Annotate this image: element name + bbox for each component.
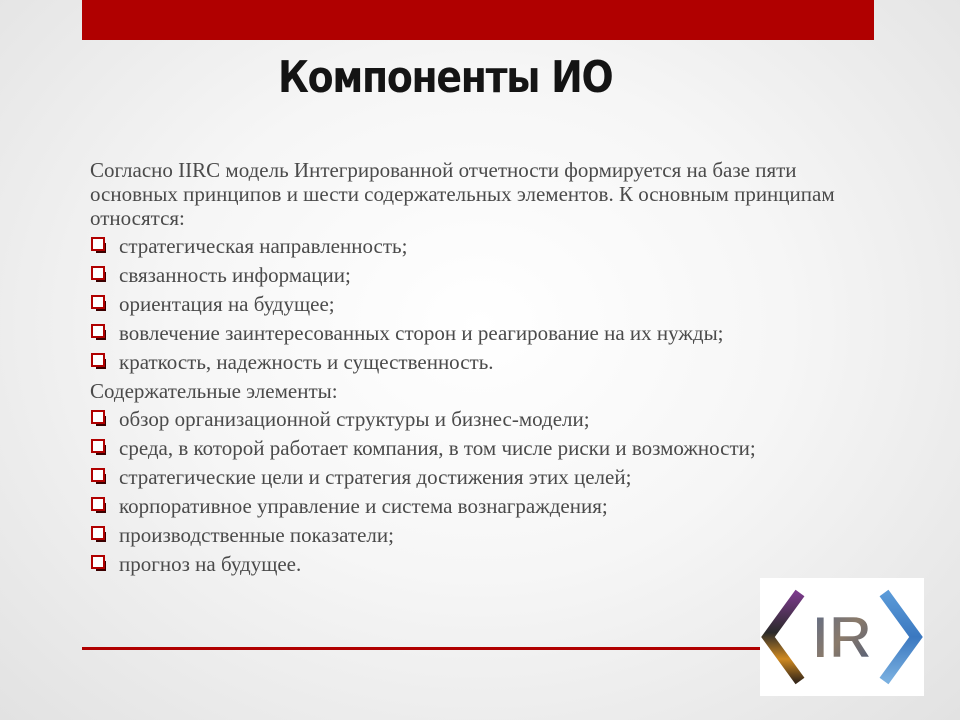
checkbox-icon [91, 295, 107, 312]
list-item-text: среда, в которой работает компания, в том числе риски и возможности; [119, 436, 756, 460]
slide-body [90, 158, 870, 581]
list-item-text: стратегическая направленность; [119, 234, 408, 258]
ir-logo-icon [760, 578, 924, 696]
list-item [90, 494, 870, 518]
checkbox-icon [91, 410, 107, 427]
checkbox-icon [91, 468, 107, 485]
list-item-text: связанность информации; [119, 263, 351, 287]
list-item [90, 321, 870, 345]
top-accent-bar [82, 0, 874, 40]
intro-paragraph: Согласно IIRC модель Интегрированной отчетности формируется на базе пяти основных принципов и шести содержательных элементов. К основным принципам относятся: [90, 158, 835, 230]
checkbox-icon [91, 439, 107, 456]
principles-list [90, 234, 870, 374]
checkbox-icon [91, 324, 107, 341]
list-item [90, 523, 870, 547]
list-item-text: прогноз на будущее. [119, 552, 302, 576]
list-item [90, 465, 870, 489]
checkbox-icon [91, 266, 107, 283]
list-item [90, 436, 870, 460]
list-item [90, 292, 870, 316]
list-item-text: производственные показатели; [119, 523, 394, 547]
list-item-text: обзор организационной структуры и бизнес-модели; [119, 407, 590, 431]
elements-list [90, 407, 870, 576]
list-item [90, 407, 870, 431]
elements-heading: Содержательные элементы: [90, 379, 338, 403]
footer-divider [82, 647, 760, 650]
list-item-text: корпоративное управление и система вознаграждения; [119, 494, 608, 518]
ir-logo [760, 578, 924, 696]
list-item-text: ориентация на будущее; [119, 292, 335, 316]
list-item-text: стратегические цели и стратегия достижения этих целей; [119, 465, 632, 489]
ir-logo-text: IR [812, 604, 872, 671]
list-item [90, 552, 870, 576]
checkbox-icon [91, 497, 107, 514]
list-item-text: вовлечение заинтересованных сторон и реагирование на их нужды; [119, 321, 724, 345]
list-item-text: краткость, надежность и существенность. [119, 350, 494, 374]
list-item [90, 350, 870, 374]
list-item [90, 263, 870, 287]
checkbox-icon [91, 555, 107, 572]
slide-title: Компоненты ИО [278, 52, 613, 103]
checkbox-icon [91, 237, 107, 254]
list-item [90, 234, 870, 258]
checkbox-icon [91, 526, 107, 543]
checkbox-icon [91, 353, 107, 370]
